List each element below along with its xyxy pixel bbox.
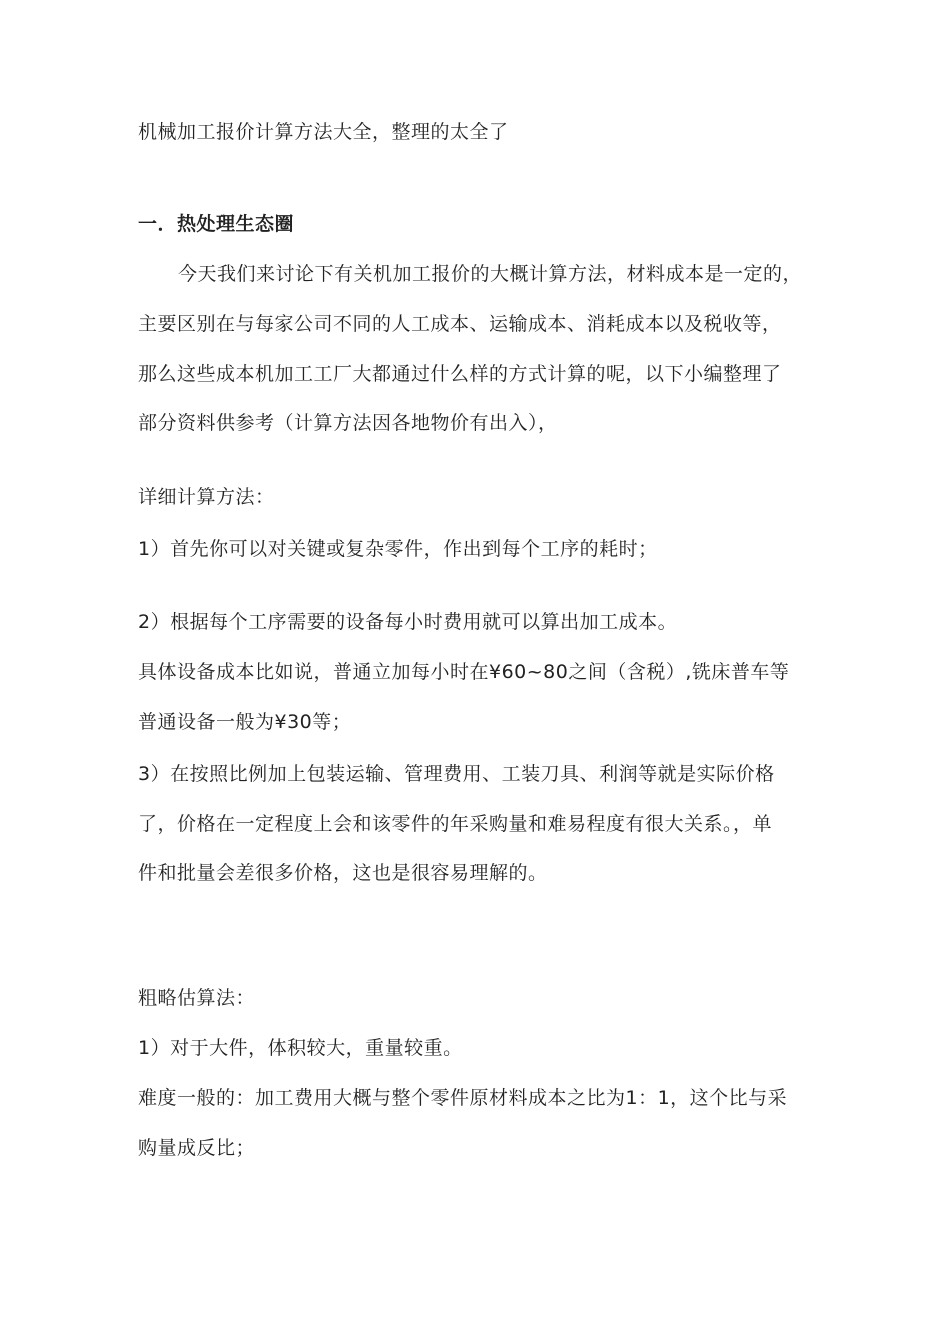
intro-paragraph-line-4: 部分资料供参考（计算方法因各地物价有出入）， [138,412,558,434]
rough-difficulty-line-2: 购量成反比； [138,1137,256,1159]
detailed-step-3-line-1: 3）在按照比例加上包装运输、管理费用、工装刀具、利润等就是实际价格 [138,763,775,785]
detailed-step-3-line-2: 了，价格在一定程度上会和该零件的年采购量和难易程度有很大关系。，单 [138,813,773,835]
section-heading: 一．热处理生态圈 [138,213,295,235]
intro-paragraph-line-3: 那么这些成本机加工工厂大都通过什么样的方式计算的呢，以下小编整理了 [138,363,782,385]
detailed-step-2: 2）根据每个工序需要的设备每小时费用就可以算出加工成本。 [138,611,678,633]
detailed-step-2-detail-line-1: 具体设备成本比如说，普通立加每小时在¥60~80之间（含税）,铣床普车等 [138,661,790,683]
intro-paragraph-line-1: 今天我们来讨论下有关机加工报价的大概计算方法，材料成本是一定的， [178,263,803,285]
rough-difficulty-line-1: 难度一般的：加工费用大概与整个零件原材料成本之比为1：1，这个比与采 [138,1087,788,1109]
rough-method-heading: 粗略估算法： [138,987,256,1009]
detailed-step-3-line-3: 件和批量会差很多价格，这也是很容易理解的。 [138,862,548,884]
detailed-step-2-detail-line-2: 普通设备一般为¥30等； [138,711,352,733]
detailed-method-heading: 详细计算方法： [138,486,275,508]
document-title: 机械加工报价计算方法大全，整理的太全了 [138,121,509,143]
intro-paragraph-line-2: 主要区别在与每家公司不同的人工成本、运输成本、消耗成本以及税收等， [138,313,782,335]
rough-step-1: 1）对于大件，体积较大，重量较重。 [138,1037,463,1059]
detailed-step-1: 1）首先你可以对关键或复杂零件，作出到每个工序的耗时； [138,538,658,560]
